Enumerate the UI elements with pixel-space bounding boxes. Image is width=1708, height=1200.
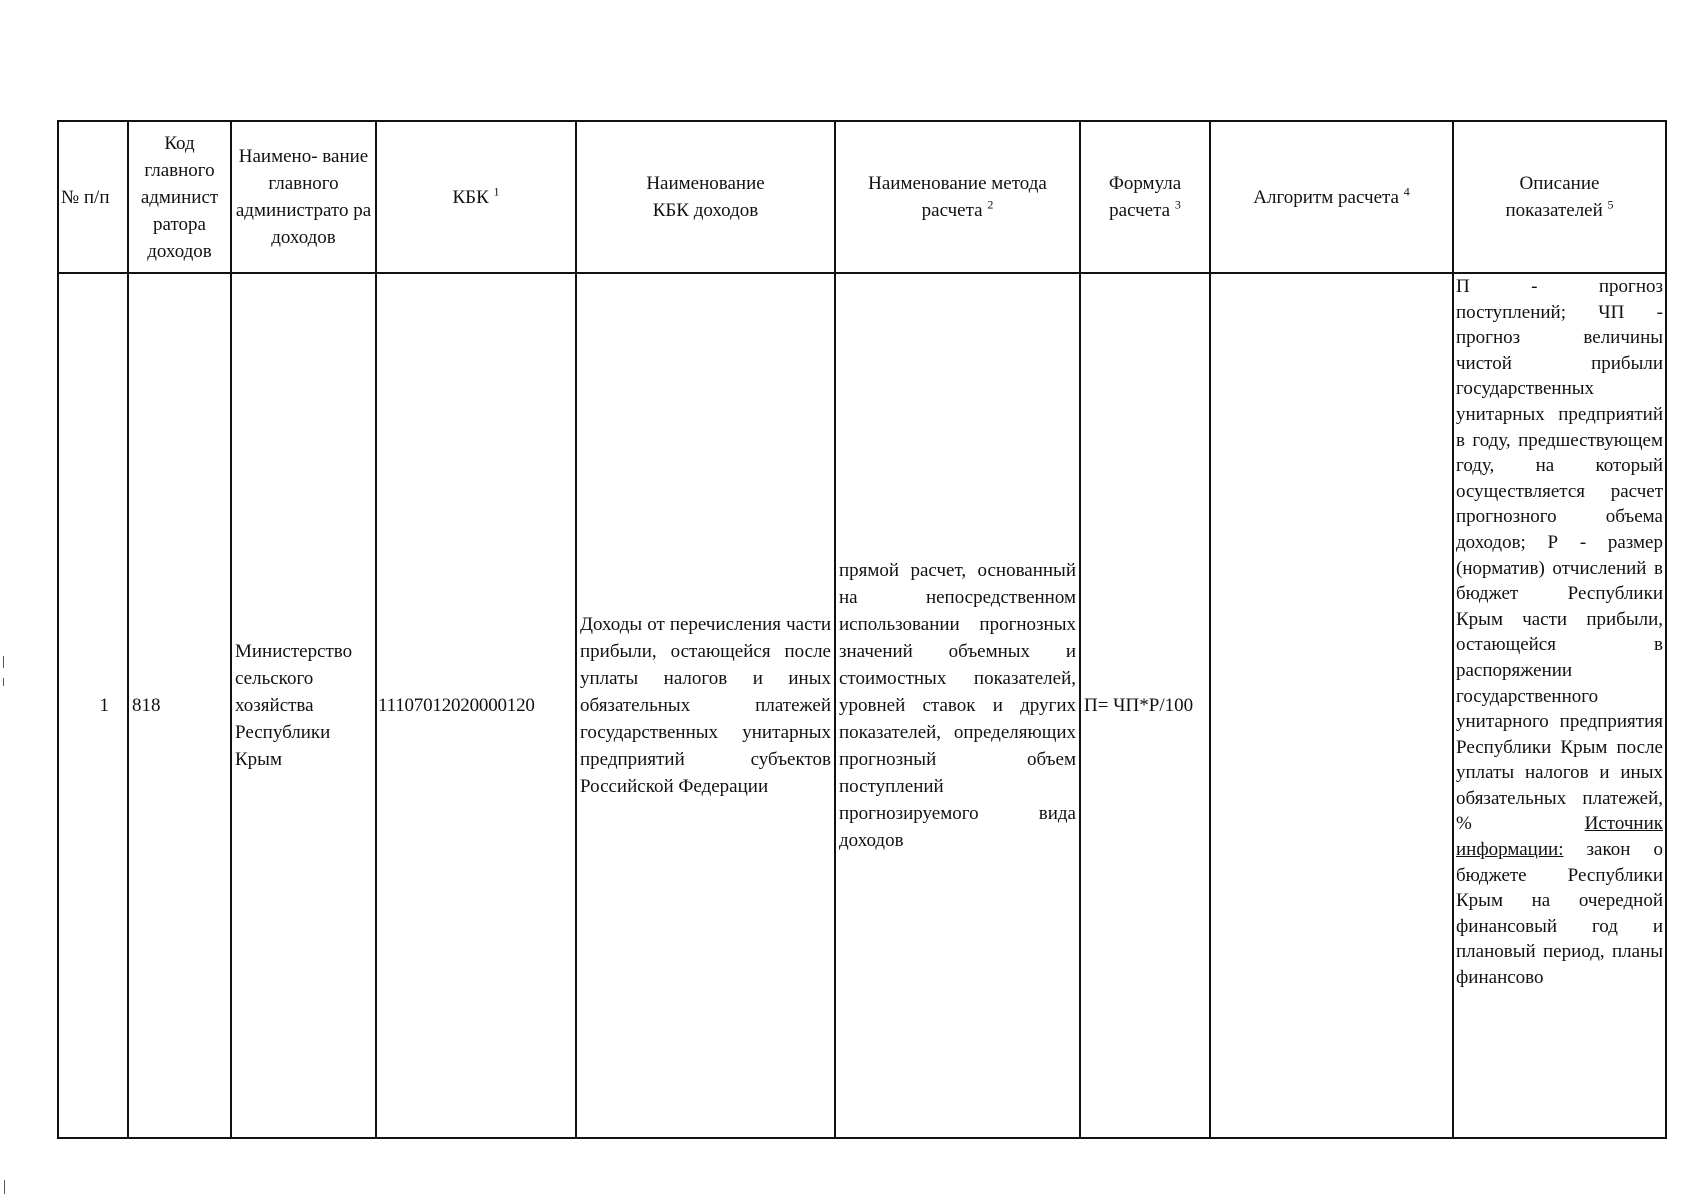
revenue-calculation-table bbox=[57, 120, 1667, 1139]
header-admin-code: Код главного админист ратора доходов bbox=[128, 121, 231, 273]
row-kbk-name: Доходы от перечисления части прибыли, остающейся после уплаты налогов и иных обязательных платежей государственных унитарных предприятий субъектов Российской Федерации bbox=[576, 273, 835, 1138]
row-formula: П= ЧП*Р/100 bbox=[1080, 273, 1210, 1138]
header-description bbox=[1453, 121, 1666, 273]
description-text: П - прогноз поступлений; ЧП - прогноз величины чистой прибыли государственных унитарных предприятий в году, предшествующем году, на который осуществляется расчет прогнозного объема доходов; Р - размер (норматив) отчислений в бюджет Республики Крым части прибыли, остающейся в распоряжении государственного унитарного предприятия Республики Крым после уплаты налогов и иных обязательных платежей, % bbox=[1456, 276, 1663, 835]
description-source-text: закон о бюджете Республики Крым на очередной финансовый год и плановый период, планы финансово bbox=[1456, 839, 1663, 989]
header-description-footnote: 5 bbox=[1607, 197, 1614, 212]
table-header-row bbox=[58, 121, 1666, 273]
header-formula-footnote: 3 bbox=[1174, 197, 1181, 212]
row-admin-name: Министерство сельского хозяйства Республики Крым bbox=[231, 273, 376, 1138]
header-method-footnote: 2 bbox=[987, 197, 994, 212]
header-kbk bbox=[376, 121, 576, 273]
scan-artifact bbox=[3, 656, 4, 668]
header-algorithm bbox=[1210, 121, 1453, 273]
row-num: 1 bbox=[58, 273, 128, 1138]
row-admin-code: 818 bbox=[128, 273, 231, 1138]
row-kbk: 11107012020000120 bbox=[376, 273, 576, 1138]
scan-artifact bbox=[3, 678, 4, 686]
row-method: прямой расчет, основанный на непосредственном использовании прогнозных значений объемных и стоимостных показателей, уровней ставок и других показателей, определяющих прогнозный объем поступлений прогнозируемого вида доходов bbox=[835, 273, 1080, 1138]
header-kbk-footnote: 1 bbox=[493, 184, 500, 199]
header-method bbox=[835, 121, 1080, 273]
header-description-text: Описание показателей bbox=[1505, 173, 1603, 221]
header-kbk-text: КБК bbox=[452, 186, 489, 208]
header-method-text: Наименование метода расчета bbox=[868, 173, 1047, 221]
row-algorithm bbox=[1210, 273, 1453, 1138]
header-num: № п/п bbox=[58, 121, 128, 273]
description-source-label: Источник информации: bbox=[1456, 813, 1663, 861]
header-formula bbox=[1080, 121, 1210, 273]
header-admin-name: Наимено- вание главного администрато ра доходов bbox=[231, 121, 376, 273]
header-kbk-name: Наименование КБК доходов bbox=[576, 121, 835, 273]
header-algorithm-text: Алгоритм расчета bbox=[1253, 186, 1399, 208]
table-row bbox=[58, 273, 1666, 1138]
header-algorithm-footnote: 4 bbox=[1403, 184, 1410, 199]
header-formula-text: Формула расчета bbox=[1108, 173, 1182, 221]
scan-artifact bbox=[4, 1180, 5, 1194]
row-description bbox=[1453, 273, 1666, 1138]
